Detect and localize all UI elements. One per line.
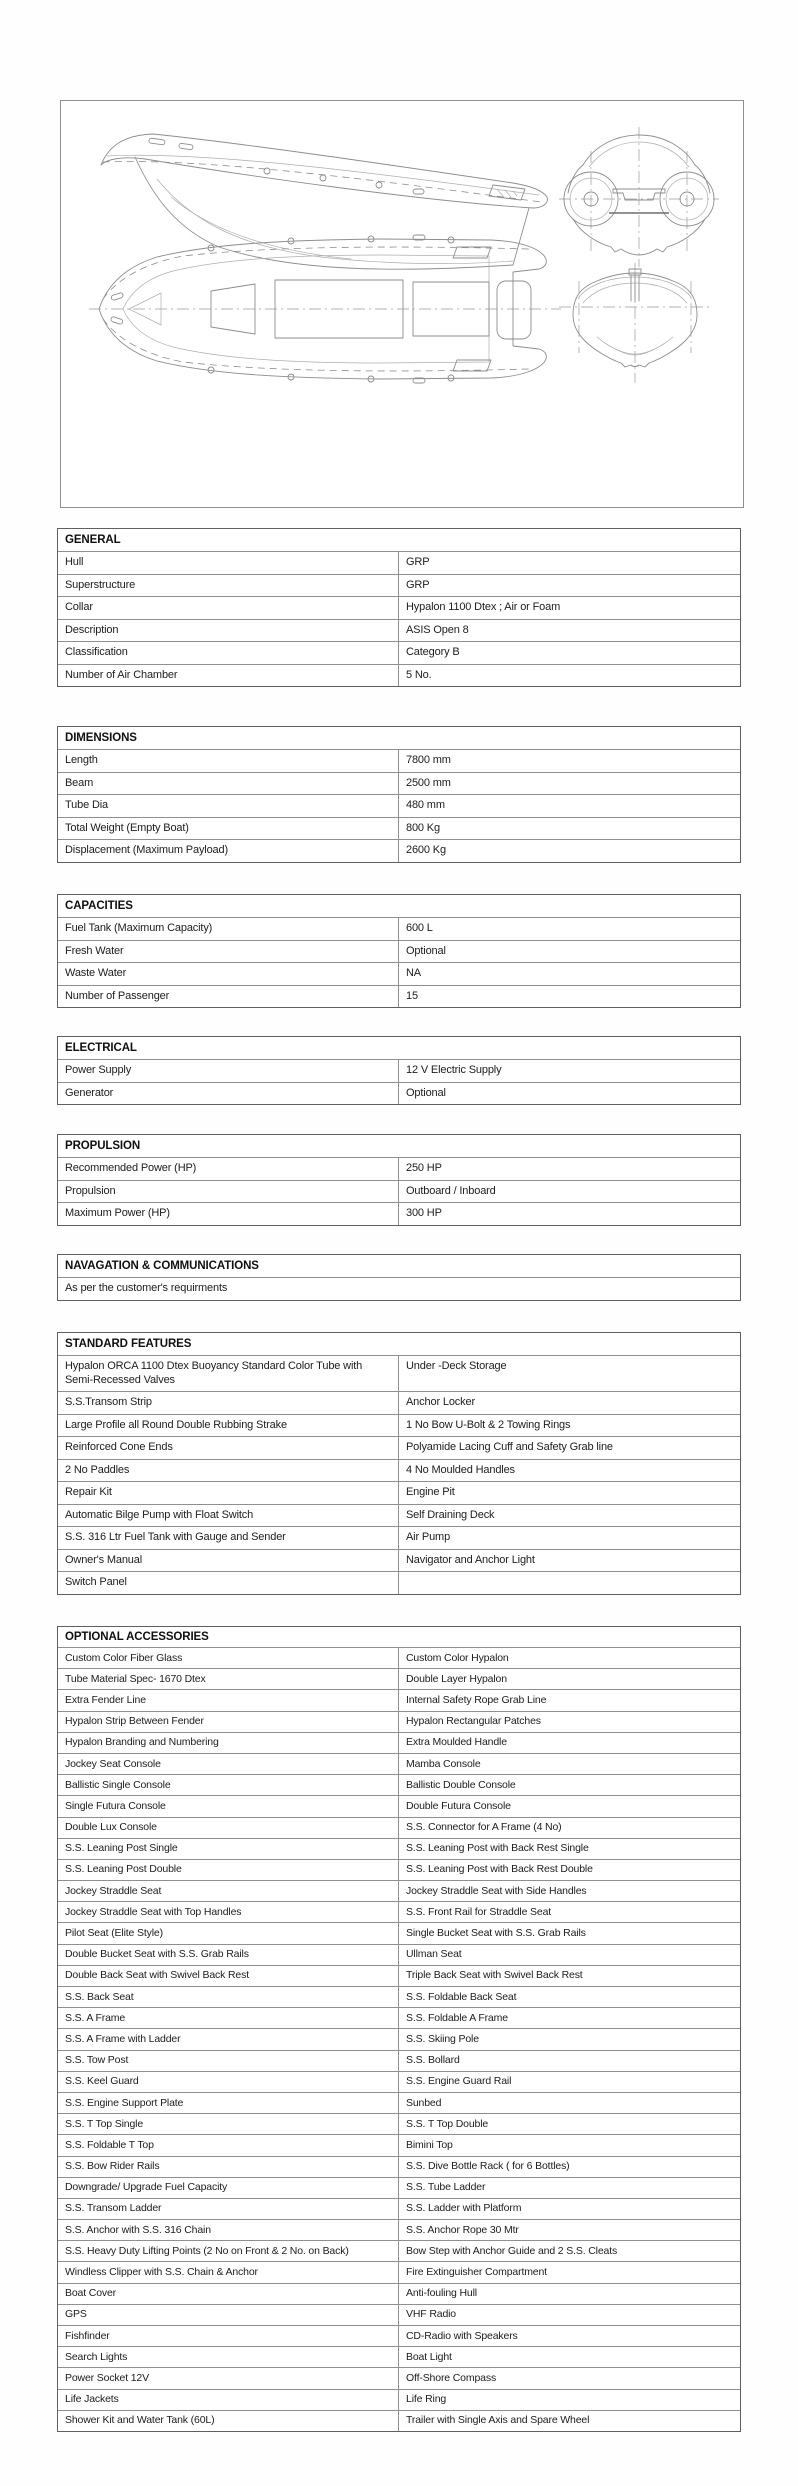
- spec-label-cell: Hypalon Branding and Numbering: [58, 1733, 399, 1753]
- spec-label-cell: Downgrade/ Upgrade Fuel Capacity: [58, 2178, 399, 2198]
- spec-value-cell: Hypalon 1100 Dtex ; Air or Foam: [406, 601, 561, 613]
- spec-value-cell: Trailer with Single Axis and Spare Wheel: [406, 2414, 590, 2427]
- spec-value-cell: Ballistic Double Console: [406, 1778, 516, 1791]
- spec-label-cell: Fuel Tank (Maximum Capacity): [58, 918, 399, 940]
- table-row: [58, 2367, 740, 2388]
- table-row: [58, 1202, 740, 1225]
- spec-label-cell: S.S. Anchor with S.S. 316 Chain: [58, 2220, 399, 2240]
- spec-value-cell: Double Futura Console: [406, 1799, 511, 1812]
- spec-value-cell: 1 No Bow U-Bolt & 2 Towing Rings: [406, 1418, 571, 1431]
- table-row: [58, 1859, 740, 1880]
- table-row: [58, 664, 740, 687]
- spec-value-cell: 600 L: [406, 922, 433, 934]
- spec-label-cell: Fishfinder: [58, 2326, 399, 2346]
- table-title-propulsion: PROPULSION: [65, 1140, 141, 1152]
- spec-value-cell: 2500 mm: [406, 776, 451, 789]
- table-navigation-communications: [57, 1254, 741, 1301]
- spec-value-cell: S.S. Engine Guard Rail: [406, 2075, 512, 2088]
- spec-value-cell: ASIS Open 8: [406, 623, 469, 636]
- table-row: [58, 551, 740, 574]
- spec-label-cell: 2 No Paddles: [58, 1460, 399, 1482]
- spec-value-cell: Life Ring: [406, 2393, 447, 2406]
- table-row: [58, 2050, 740, 2071]
- table-row: [58, 2389, 740, 2410]
- spec-label-cell: Tube Dia: [58, 795, 399, 817]
- table-title-optional-accessories: OPTIONAL ACCESSORIES: [65, 1631, 209, 1643]
- spec-label-cell: Number of Passenger: [58, 986, 399, 1008]
- spec-label-cell: S.S. Engine Support Plate: [58, 2093, 399, 2113]
- spec-label-cell: S.S.Transom Strip: [58, 1392, 399, 1414]
- spec-label-cell: Generator: [58, 1083, 399, 1105]
- spec-value-cell: S.S. Ladder with Platform: [406, 2202, 522, 2215]
- table-propulsion: [57, 1134, 741, 1226]
- spec-value-cell: Polyamide Lacing Cuff and Safety Grab line: [406, 1441, 613, 1453]
- table-row: [58, 917, 740, 940]
- spec-value-cell: 5 No.: [406, 668, 432, 681]
- boat-drawing-svg: [61, 101, 743, 507]
- spec-value-cell: S.S. Front Rail for Straddle Seat: [406, 1905, 552, 1918]
- table-row: [58, 1391, 740, 1414]
- table-row: [58, 1922, 740, 1943]
- spec-value-cell: S.S. Leaning Post with Back Rest Single: [406, 1842, 589, 1855]
- table-row: [58, 1668, 740, 1689]
- table-title-dimensions: DIMENSIONS: [65, 732, 137, 744]
- spec-value-cell: Extra Moulded Handle: [406, 1736, 507, 1749]
- table-capacities: [57, 894, 741, 1008]
- spec-label-cell: Windless Clipper with S.S. Chain & Anchor: [58, 2262, 399, 2282]
- spec-label-cell: Tube Material Spec- 1670 Dtex: [58, 1669, 399, 1689]
- table-title-general: GENERAL: [65, 534, 121, 546]
- spec-value-cell: Bow Step with Anchor Guide and 2 S.S. Cleats: [406, 2244, 618, 2257]
- table-row: [58, 1753, 740, 1774]
- spec-value-cell: 2600 Kg: [406, 844, 446, 856]
- spec-label-cell: Double Back Seat with Swivel Back Rest: [58, 1966, 399, 1986]
- table-optional-accessories: [57, 1626, 741, 2432]
- spec-label-cell: Owner's Manual: [58, 1550, 399, 1572]
- table-row: [58, 1459, 740, 1482]
- spec-value-cell: GRP: [406, 556, 430, 568]
- spec-label-cell: S.S. Back Seat: [58, 1987, 399, 2007]
- table-row: [58, 2219, 740, 2240]
- side-view-drawing: [101, 134, 547, 269]
- spec-value-cell: Ullman Seat: [406, 1948, 462, 1961]
- spec-value-cell: Anti-fouling Hull: [406, 2287, 477, 2300]
- spec-label-cell: Power Socket 12V: [58, 2368, 399, 2388]
- table-row: [58, 1082, 740, 1105]
- spec-value-cell: 250 HP: [406, 1162, 442, 1174]
- spec-label-cell: Single Futura Console: [58, 1796, 399, 1816]
- spec-label-cell: S.S. A Frame: [58, 2008, 399, 2028]
- table-row: [58, 1277, 740, 1300]
- table-row: [58, 1647, 740, 1668]
- table-row: [58, 2283, 740, 2304]
- table-row: [58, 1180, 740, 1203]
- spec-label-cell: Description: [58, 620, 399, 642]
- spec-label-cell: Repair Kit: [58, 1482, 399, 1504]
- table-row: [58, 1986, 740, 2007]
- bow-view-drawing: [559, 127, 719, 267]
- table-row: [58, 1880, 740, 1901]
- spec-value-cell: S.S. Tube Ladder: [406, 2181, 486, 2194]
- spec-value-cell: Custom Color Hypalon: [406, 1651, 509, 1664]
- spec-label-cell: Ballistic Single Console: [58, 1775, 399, 1795]
- spec-value-cell: Hypalon Rectangular Patches: [406, 1715, 541, 1728]
- spec-value-cell: 300 HP: [406, 1207, 442, 1219]
- spec-label-cell: Displacement (Maximum Payload): [58, 840, 399, 862]
- table-electrical: [57, 1036, 741, 1105]
- spec-label-cell: S.S. Heavy Duty Lifting Points (2 No on Front & 2 No. on Back): [58, 2241, 399, 2261]
- table-row: [58, 2240, 740, 2261]
- spec-label-cell: Total Weight (Empty Boat): [58, 818, 399, 840]
- spec-label-cell: S.S. Bow Rider Rails: [58, 2157, 399, 2177]
- table-row: [58, 1944, 740, 1965]
- table-standard-features: [57, 1332, 741, 1595]
- spec-value-cell: Under -Deck Storage: [406, 1360, 507, 1372]
- table-row: [58, 2410, 740, 2431]
- table-row: [58, 1571, 740, 1594]
- spec-label-cell: Beam: [58, 773, 399, 795]
- spec-label-cell: Number of Air Chamber: [58, 665, 399, 687]
- spec-value-cell: CD-Radio with Speakers: [406, 2329, 518, 2342]
- table-row: [58, 2028, 740, 2049]
- spec-value-cell: S.S. Skiing Pole: [406, 2032, 479, 2045]
- spec-label-cell: Collar: [58, 597, 399, 619]
- spec-value-cell: S.S. Anchor Rope 30 Mtr: [406, 2223, 519, 2236]
- spec-value-cell: Triple Back Seat with Swivel Back Rest: [406, 1969, 583, 1982]
- spec-value-cell: Optional: [406, 1086, 446, 1099]
- spec-value-cell: S.S. Dive Bottle Rack ( for 6 Bottles): [406, 2160, 570, 2173]
- spec-value-cell: Internal Safety Rope Grab Line: [406, 1693, 547, 1706]
- table-row: [58, 1549, 740, 1572]
- spec-value-cell: Sunbed: [406, 2096, 442, 2109]
- spec-value-cell: 800 Kg: [406, 821, 440, 834]
- spec-label-cell: Classification: [58, 642, 399, 664]
- spec-value-cell: Category B: [406, 646, 460, 658]
- spec-label-cell: Hull: [58, 552, 399, 574]
- spec-label-cell: S.S. 316 Ltr Fuel Tank with Gauge and Sender: [58, 1527, 399, 1549]
- table-row: [58, 1526, 740, 1549]
- spec-value-cell: 7800 mm: [406, 754, 451, 766]
- spec-label-cell: Automatic Bilge Pump with Float Switch: [58, 1505, 399, 1527]
- table-row: [58, 2325, 740, 2346]
- boat-technical-drawing: [60, 100, 744, 508]
- table-row: [58, 985, 740, 1008]
- spec-value-cell: S.S. Foldable Back Seat: [406, 1990, 517, 2003]
- table-row: [58, 940, 740, 963]
- spec-value-cell: Double Layer Hypalon: [406, 1672, 507, 1685]
- spec-value-cell: [399, 1572, 740, 1594]
- table-row: [58, 2346, 740, 2367]
- spec-value-cell: Off-Shore Compass: [406, 2371, 497, 2384]
- table-row: [58, 772, 740, 795]
- spec-label-cell: S.S. Transom Ladder: [58, 2199, 399, 2219]
- spec-value-cell: Fire Extinguisher Compartment: [406, 2266, 547, 2279]
- table-row: [58, 641, 740, 664]
- table-row: [58, 2134, 740, 2155]
- spec-label-cell: Switch Panel: [58, 1572, 399, 1594]
- spec-value-cell: S.S. Bollard: [406, 2054, 460, 2067]
- table-row: [58, 2156, 740, 2177]
- spec-label-cell: S.S. Leaning Post Single: [58, 1839, 399, 1859]
- spec-value-cell: Navigator and Anchor Light: [406, 1553, 535, 1566]
- table-row: [58, 2177, 740, 2198]
- table-row: [58, 2007, 740, 2028]
- spec-value-cell: Air Pump: [406, 1531, 451, 1543]
- table-title-electrical: ELECTRICAL: [65, 1042, 137, 1054]
- stern-view-drawing: [559, 263, 711, 383]
- table-row: [58, 574, 740, 597]
- table-row: [58, 1795, 740, 1816]
- table-row: [58, 794, 740, 817]
- spec-label-cell: Reinforced Cone Ends: [58, 1437, 399, 1459]
- table-row: [58, 1901, 740, 1922]
- table-row: [58, 1481, 740, 1504]
- spec-value-cell: Optional: [406, 944, 446, 957]
- spec-label-cell: Jockey Seat Console: [58, 1754, 399, 1774]
- table-row: [58, 839, 740, 862]
- table-row: [58, 1711, 740, 1732]
- spec-value-cell: GRP: [406, 578, 430, 591]
- spec-label-cell: Maximum Power (HP): [58, 1203, 399, 1225]
- table-row: [58, 1689, 740, 1710]
- spec-label-cell: GPS: [58, 2305, 399, 2325]
- table-dimensions: [57, 726, 741, 863]
- spec-label-cell: S.S. Tow Post: [58, 2051, 399, 2071]
- spec-label-cell: S.S. T Top Single: [58, 2114, 399, 2134]
- spec-label-cell: S.S. Leaning Post Double: [58, 1860, 399, 1880]
- spec-value-cell: 480 mm: [406, 799, 445, 811]
- spec-label-cell: Jockey Straddle Seat with Top Handles: [58, 1902, 399, 1922]
- table-row: [58, 1838, 740, 1859]
- spec-value-cell: Engine Pit: [406, 1486, 455, 1498]
- spec-value-cell: S.S. Leaning Post with Back Rest Double: [406, 1863, 593, 1876]
- table-row: [58, 1732, 740, 1753]
- spec-value-cell: Jockey Straddle Seat with Side Handles: [406, 1884, 587, 1897]
- table-row: [58, 749, 740, 772]
- spec-label-cell: Double Bucket Seat with S.S. Grab Rails: [58, 1945, 399, 1965]
- spec-value-cell: Bimini Top: [406, 2138, 453, 2151]
- spec-value-cell: Boat Light: [406, 2350, 452, 2363]
- spec-label-cell: Recommended Power (HP): [58, 1158, 399, 1180]
- spec-value-cell: 15: [406, 989, 418, 1002]
- spec-label-cell: As per the customer's requirments: [65, 1282, 228, 1294]
- table-row: [58, 1965, 740, 1986]
- table-row: [58, 2071, 740, 2092]
- spec-label-cell: Jockey Straddle Seat: [58, 1881, 399, 1901]
- spec-value-cell: Outboard / Inboard: [406, 1184, 496, 1197]
- spec-value-cell: VHF Radio: [406, 2308, 457, 2321]
- table-row: [58, 1774, 740, 1795]
- spec-value-cell: 4 No Moulded Handles: [406, 1463, 515, 1476]
- table-row: [58, 619, 740, 642]
- table-row: [58, 1436, 740, 1459]
- table-row: [58, 1414, 740, 1437]
- spec-label-cell: Superstructure: [58, 575, 399, 597]
- table-row: [58, 2198, 740, 2219]
- table-row: [58, 1059, 740, 1082]
- spec-label-cell: Custom Color Fiber Glass: [58, 1648, 399, 1668]
- table-title-navigation-communications: NAVAGATION & COMMUNICATIONS: [65, 1260, 259, 1272]
- table-row: [58, 2261, 740, 2282]
- table-title-capacities: CAPACITIES: [65, 900, 133, 912]
- spec-label-cell: Large Profile all Round Double Rubbing Strake: [58, 1415, 399, 1437]
- table-title-standard-features: STANDARD FEATURES: [65, 1338, 192, 1350]
- spec-label-cell: Double Lux Console: [58, 1818, 399, 1838]
- spec-value-cell: S.S. T Top Double: [406, 2117, 489, 2130]
- spec-value-cell: S.S. Connector for A Frame (4 No): [406, 1821, 562, 1834]
- spec-label-cell: Power Supply: [58, 1060, 399, 1082]
- spec-value-cell: S.S. Foldable A Frame: [406, 2011, 508, 2024]
- spec-label-cell: Life Jackets: [58, 2390, 399, 2410]
- spec-value-cell: NA: [406, 967, 421, 979]
- spec-label-cell: Fresh Water: [58, 941, 399, 963]
- spec-value-cell: Anchor Locker: [406, 1396, 475, 1408]
- table-general: [57, 528, 741, 687]
- table-row: [58, 596, 740, 619]
- table-row: [58, 1355, 740, 1391]
- table-row: [58, 817, 740, 840]
- spec-label-cell: Waste Water: [58, 963, 399, 985]
- table-row: [58, 1504, 740, 1527]
- spec-label-cell: Pilot Seat (Elite Style): [58, 1923, 399, 1943]
- spec-label-cell: Hypalon Strip Between Fender: [58, 1712, 399, 1732]
- spec-label-cell: Propulsion: [58, 1181, 399, 1203]
- spec-value-cell: Mamba Console: [406, 1757, 481, 1770]
- spec-value-cell: Single Bucket Seat with S.S. Grab Rails: [406, 1927, 586, 1940]
- table-row: [58, 1817, 740, 1838]
- table-row: [58, 2304, 740, 2325]
- spec-label-cell: Hypalon ORCA 1100 Dtex Buoyancy Standard Color Tube with Semi-Recessed Valves: [58, 1356, 399, 1391]
- table-row: [58, 2113, 740, 2134]
- spec-label-cell: S.S. Keel Guard: [58, 2072, 399, 2092]
- table-row: [58, 1157, 740, 1180]
- spec-label-cell: S.S. A Frame with Ladder: [58, 2029, 399, 2049]
- spec-label-cell: Boat Cover: [58, 2284, 399, 2304]
- table-row: [58, 962, 740, 985]
- spec-label-cell: Length: [58, 750, 399, 772]
- spec-label-cell: Shower Kit and Water Tank (60L): [58, 2411, 399, 2431]
- spec-label-cell: Extra Fender Line: [58, 1690, 399, 1710]
- spec-value-cell: Self Draining Deck: [406, 1508, 495, 1521]
- table-row: [58, 2092, 740, 2113]
- spec-label-cell: Search Lights: [58, 2347, 399, 2367]
- spec-value-cell: 12 V Electric Supply: [406, 1064, 502, 1076]
- spec-label-cell: S.S. Foldable T Top: [58, 2135, 399, 2155]
